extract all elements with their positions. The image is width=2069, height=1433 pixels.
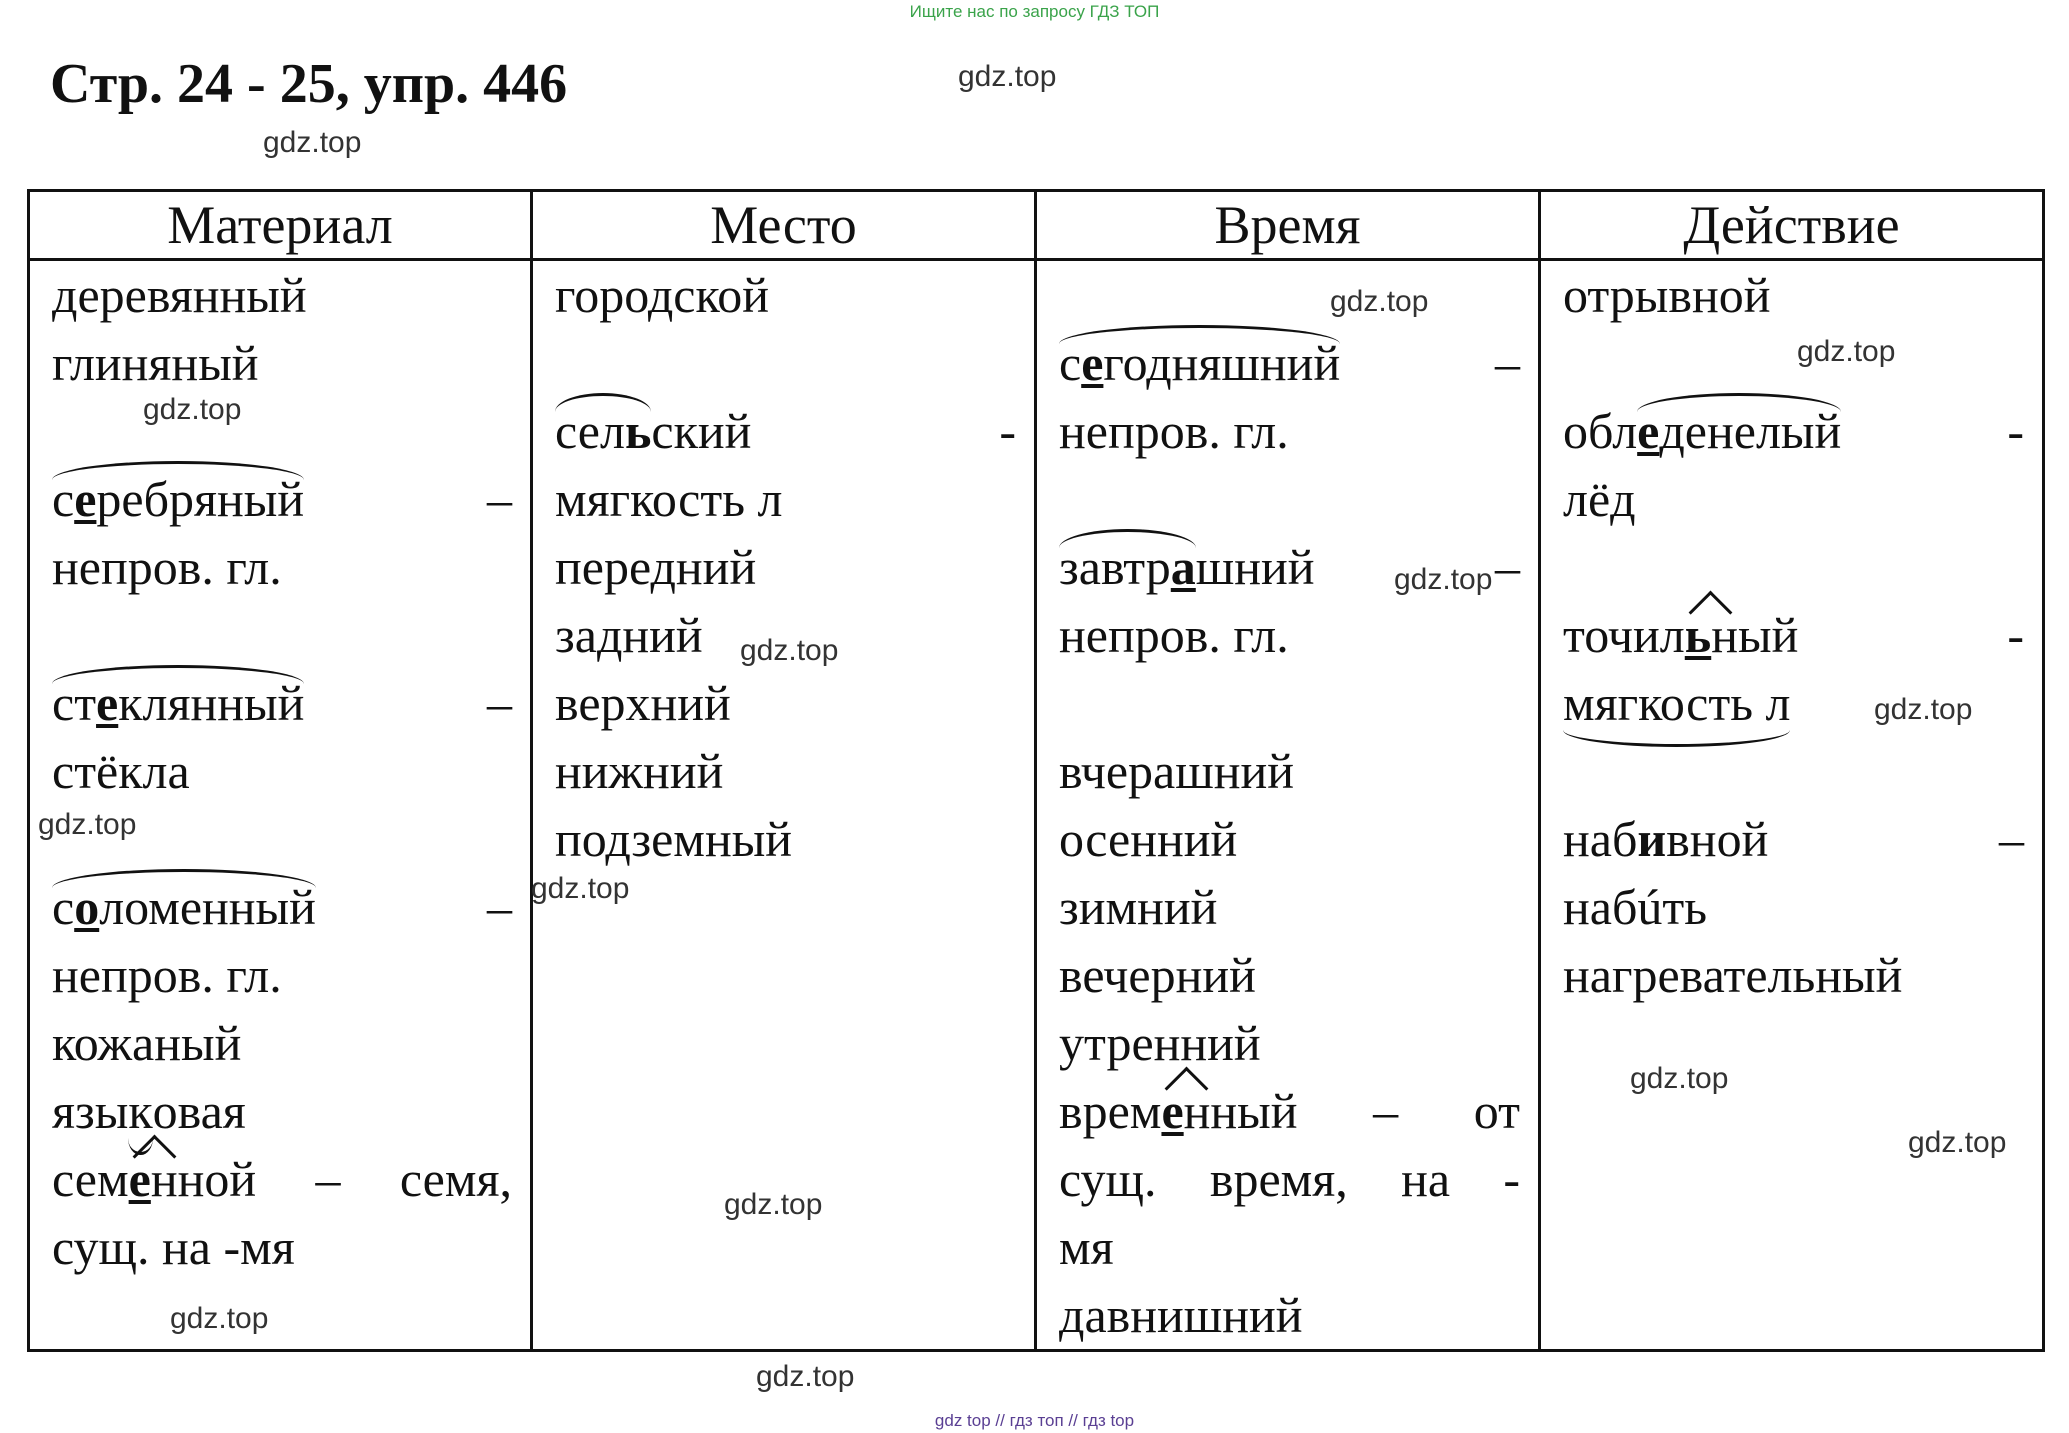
note: время, xyxy=(1209,1151,1348,1207)
watermark: gdz.top xyxy=(1874,693,1973,726)
header-material: Материал xyxy=(29,191,532,260)
dash: – xyxy=(487,879,512,935)
header-row xyxy=(29,191,2044,260)
word: подземный xyxy=(555,811,793,867)
note xyxy=(1563,669,1790,737)
header-place: Место xyxy=(532,191,1036,260)
dash: - xyxy=(1503,1151,1520,1207)
word: давнишний xyxy=(1059,1287,1303,1343)
dash: – xyxy=(1373,1083,1399,1139)
word-with-morpheme: временный xyxy=(1059,1077,1298,1145)
watermark: gdz.top xyxy=(740,634,839,667)
word: вчерашний xyxy=(1059,743,1295,799)
watermark: gdz.top xyxy=(1394,563,1493,596)
watermark: gdz.top xyxy=(724,1188,823,1221)
note: от xyxy=(1473,1083,1520,1139)
note: на xyxy=(1401,1151,1451,1207)
note: мя xyxy=(1059,1219,1114,1275)
dash: – xyxy=(487,471,512,527)
root-arc: сегодняшний xyxy=(1059,329,1340,397)
dash: – xyxy=(1999,811,2024,867)
watermark: gdz.top xyxy=(756,1360,855,1393)
word: передний xyxy=(555,539,757,595)
watermark: gdz.top xyxy=(531,872,630,905)
word: вечерний xyxy=(1059,947,1256,1003)
dash: - xyxy=(2007,403,2024,459)
watermark: gdz.top xyxy=(1330,285,1429,318)
word: отрывной xyxy=(1563,267,1771,323)
suffix-roof: енной xyxy=(129,1145,256,1213)
header-time: Время xyxy=(1036,191,1540,260)
root-cup: мягкость л xyxy=(1563,669,1790,737)
dash: – xyxy=(315,1151,341,1207)
dash: – xyxy=(487,675,512,731)
note: набúть xyxy=(1563,879,1708,935)
dash: - xyxy=(2007,607,2024,663)
word: осенний xyxy=(1059,811,1238,867)
watermark: gdz.top xyxy=(1630,1062,1729,1095)
word: нижний xyxy=(555,743,724,799)
note: непров. гл. xyxy=(52,539,282,595)
cell-action xyxy=(1540,260,2044,1351)
root-arc: еденелый xyxy=(1637,397,1841,465)
watermark: gdz.top xyxy=(263,126,362,159)
dash: – xyxy=(1495,539,1520,595)
word: глиняный xyxy=(52,335,259,391)
word: нагревательный xyxy=(1563,947,1903,1003)
top-note: Ищите нас по запросу ГДЗ ТОП xyxy=(909,2,1160,21)
root-arc: завтра xyxy=(1059,533,1196,601)
exercise-table xyxy=(27,189,2045,1352)
suffix-roof: ь xyxy=(1685,601,1711,669)
suffix-mark: к xyxy=(128,1077,152,1145)
watermark: gdz.top xyxy=(38,808,137,841)
word: верхний xyxy=(555,675,731,731)
word-with-morpheme: сельский xyxy=(555,397,751,465)
watermark: gdz.top xyxy=(170,1302,269,1335)
dash: – xyxy=(1495,335,1520,391)
page-title: Стр. 24 - 25, упр. 446 xyxy=(50,53,568,115)
watermark: gdz.top xyxy=(143,393,242,426)
word-with-morpheme xyxy=(52,669,304,737)
note: стёкла xyxy=(52,743,190,799)
dash: - xyxy=(999,403,1016,459)
body-row xyxy=(29,260,2044,1351)
word-with-morpheme: завтрашний xyxy=(1059,533,1315,601)
suffix-roof: енный xyxy=(1161,1077,1297,1145)
note: сущ. xyxy=(1059,1151,1157,1207)
word-with-morpheme: точильный xyxy=(1563,601,1798,669)
root-arc: соломенный xyxy=(52,873,316,941)
word: задний xyxy=(555,607,703,663)
note: сущ. на -мя xyxy=(52,1219,295,1275)
note: мягкость л xyxy=(555,471,783,527)
cell-place xyxy=(532,260,1036,1351)
cell-time xyxy=(1036,260,1540,1351)
word-with-morpheme: обледенелый xyxy=(1563,397,1841,465)
word: зимний xyxy=(1059,879,1218,935)
word-with-morpheme xyxy=(52,465,304,533)
root-arc: стеклянный xyxy=(52,669,304,737)
note: непров. гл. xyxy=(52,947,282,1003)
note: непров. гл. xyxy=(1059,403,1289,459)
word: кожаный xyxy=(52,1015,242,1071)
footer-links: gdz top // гдз топ // гдз top xyxy=(934,1411,1135,1430)
word: языковая xyxy=(52,1077,246,1145)
note: лёд xyxy=(1563,471,1636,527)
watermark: gdz.top xyxy=(1908,1126,2007,1159)
word: утренний xyxy=(1059,1015,1261,1071)
note: семя, xyxy=(399,1151,512,1207)
word-with-morpheme: набивной xyxy=(1563,811,1769,867)
word-with-morpheme xyxy=(52,873,316,941)
root-arc: серебряный xyxy=(52,465,304,533)
watermark: gdz.top xyxy=(958,60,1057,93)
cell-material xyxy=(29,260,532,1351)
header-action: Действие xyxy=(1540,191,2044,260)
watermark: gdz.top xyxy=(1797,335,1896,368)
word: деревянный xyxy=(52,267,307,323)
root-arc: сель xyxy=(555,397,651,465)
word: городской xyxy=(555,267,769,323)
word-with-morpheme xyxy=(1059,329,1340,397)
note: непров. гл. xyxy=(1059,607,1289,663)
word-with-morpheme: семенной xyxy=(52,1145,256,1213)
